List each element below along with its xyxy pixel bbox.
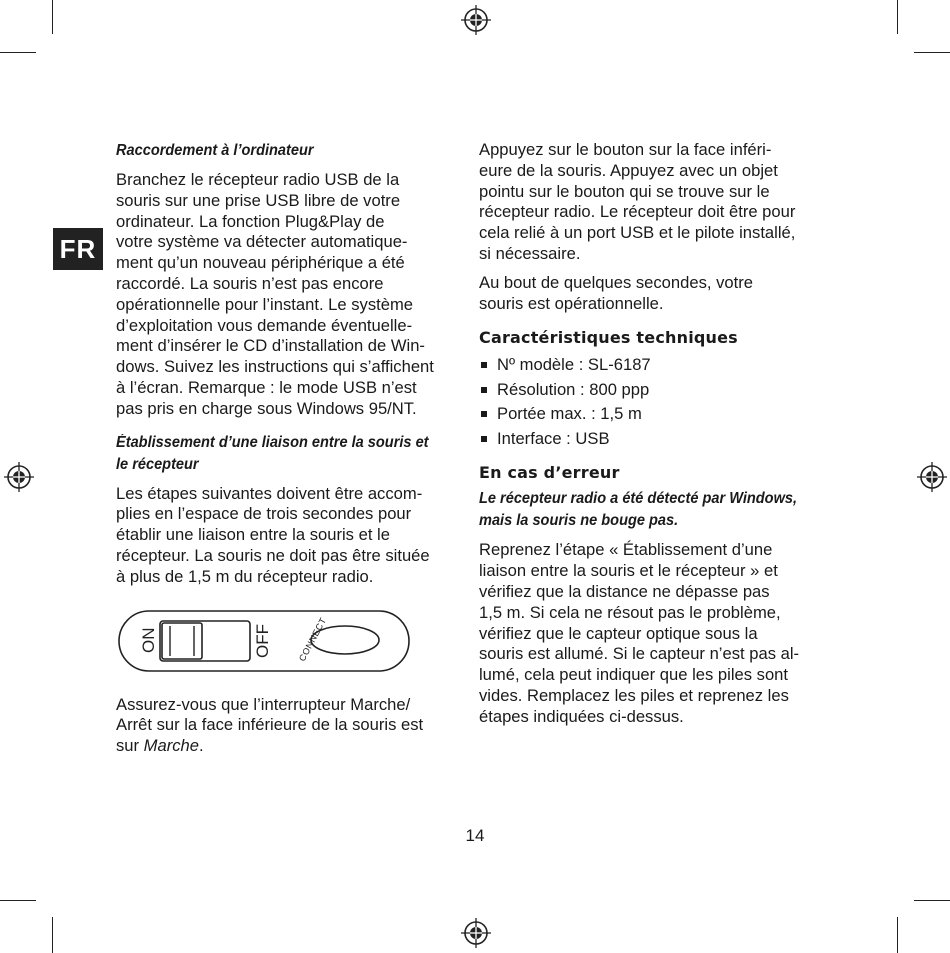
switch-off-label: OFF — [253, 623, 272, 658]
text-line: plies en l’espace de trois secondes pour — [116, 504, 412, 524]
crop-mark-top-right-v — [897, 0, 898, 34]
left-column — [116, 140, 461, 765]
text-line: Arrêt sur la face inférieure de la souris est — [116, 715, 424, 735]
text-line: cela relié à un port USB et le pilote installé, — [479, 223, 796, 243]
text-line — [116, 736, 461, 757]
list-item: Résolution : 800 ppp — [479, 378, 829, 403]
text-line: établir une liaison entre la souris et le — [116, 525, 390, 545]
text-line: raccordé. La souris n’est pas encore — [116, 273, 384, 293]
paragraph-button — [479, 140, 829, 265]
registration-mark-left-icon — [4, 462, 34, 492]
switch-on-label: ON — [139, 627, 158, 653]
switch-knob — [162, 623, 202, 659]
right-column — [479, 140, 829, 736]
text-line: pointu sur le bouton qui se trouve sur le — [479, 181, 770, 201]
heading-connection: Raccordement à l’ordinateur — [116, 142, 314, 159]
text-line: Les étapes suivantes doivent être accom- — [116, 483, 423, 503]
text-line: Au bout de quelques secondes, votre — [479, 272, 753, 292]
text-line: Assurez-vous que l’interrupteur Marche/ — [116, 694, 411, 714]
heading-line: le récepteur — [116, 455, 199, 473]
text-period: . — [199, 736, 204, 756]
crop-mark-top-right-h — [914, 52, 950, 53]
page-number: 14 — [465, 826, 485, 845]
text-line: votre système va détecter automatique- — [116, 232, 408, 252]
text-line: étapes indiquées ci-dessus. — [479, 706, 684, 726]
text-line: à l’écran. Remarque : le mode USB n’est — [116, 377, 417, 397]
crop-mark-top-left-h — [0, 52, 36, 53]
connect-label: CONNECT — [296, 615, 329, 663]
text-line: récepteur radio. Le récepteur doit être pour — [479, 202, 796, 222]
text-sur: sur — [116, 736, 144, 756]
text-marche: Marche — [143, 736, 200, 756]
text-line: lumé, cela peut indiquer que les piles sont — [479, 665, 789, 685]
paragraph-operational — [479, 273, 829, 315]
text-line: pas pris en charge sous Windows 95/NT. — [116, 398, 417, 418]
paragraph-connection — [116, 170, 461, 420]
text-line: d’exploitation vous demande éventuelle- — [116, 315, 413, 335]
heading-pairing — [116, 432, 460, 476]
registration-mark-bottom-icon — [461, 918, 491, 948]
text-line: si nécessaire. — [479, 243, 581, 263]
text-line: 1,5 m. Si cela ne résout pas le problème, — [479, 602, 781, 622]
heading-error: En cas d’erreur — [479, 463, 620, 483]
list-item: Nº modèle : SL-6187 — [479, 353, 829, 378]
text-line: ment qu’un nouveau périphérique a été — [116, 253, 405, 273]
text-line: souris sur une prise USB libre de votre — [116, 190, 401, 210]
switch-diagram — [118, 610, 410, 672]
text-line: vérifiez que la distance ne dépasse pas — [479, 581, 770, 601]
paragraph-switch — [116, 695, 461, 757]
text-line: à plus de 1,5 m du récepteur radio. — [116, 566, 374, 586]
heading-line: mais la souris ne bouge pas. — [479, 512, 679, 530]
registration-mark-top-icon — [461, 5, 491, 35]
heading-line: Établissement d’une liaison entre la souris et — [116, 433, 429, 451]
text-line: vérifiez que le capteur optique sous la — [479, 623, 758, 643]
registration-mark-right-icon — [917, 462, 947, 492]
text-line: vides. Remplacez les piles et reprenez les — [479, 685, 789, 705]
specs-list — [479, 353, 829, 451]
crop-mark-bottom-left-v — [52, 917, 53, 953]
text-line: ment d’insérer le CD d’installation de Win- — [116, 336, 425, 356]
list-item: Interface : USB — [479, 427, 829, 452]
crop-mark-top-left-v — [52, 0, 53, 34]
text-line: ordinateur. La fonction Plug&Play de — [116, 211, 385, 231]
heading-error-sub — [479, 488, 828, 532]
heading-line: Le récepteur radio a été détecté par Windows, — [479, 490, 798, 508]
crop-mark-bottom-left-h — [0, 900, 36, 901]
paragraph-pairing — [116, 484, 461, 588]
crop-mark-bottom-right-h — [914, 900, 950, 901]
paragraph-troubleshoot — [479, 540, 829, 727]
text-line: Appuyez sur le bouton sur la face inféri- — [479, 140, 772, 159]
text-line: dows. Suivez les instructions qui s’affichent — [116, 357, 434, 377]
text-line: Reprenez l’étape « Établissement d’une — [479, 540, 773, 560]
connect-button — [311, 626, 379, 654]
text-line: Branchez le récepteur radio USB de la — [116, 170, 400, 189]
text-line: souris est allumé. Si le capteur n’est pas al- — [479, 644, 800, 664]
text-line: liaison entre la souris et le récepteur » et — [479, 561, 778, 581]
text-line: opérationnelle pour l’instant. Le système — [116, 294, 414, 314]
language-tab: FR — [53, 228, 103, 270]
crop-mark-bottom-right-v — [897, 917, 898, 953]
list-item: Portée max. : 1,5 m — [479, 402, 829, 427]
heading-specs: Caractéristiques techniques — [479, 328, 738, 348]
text-line: souris est opérationnelle. — [479, 293, 664, 313]
text-line: récepteur. La souris ne doit pas être située — [116, 545, 430, 565]
text-line: eure de la souris. Appuyez avec un objet — [479, 160, 778, 180]
